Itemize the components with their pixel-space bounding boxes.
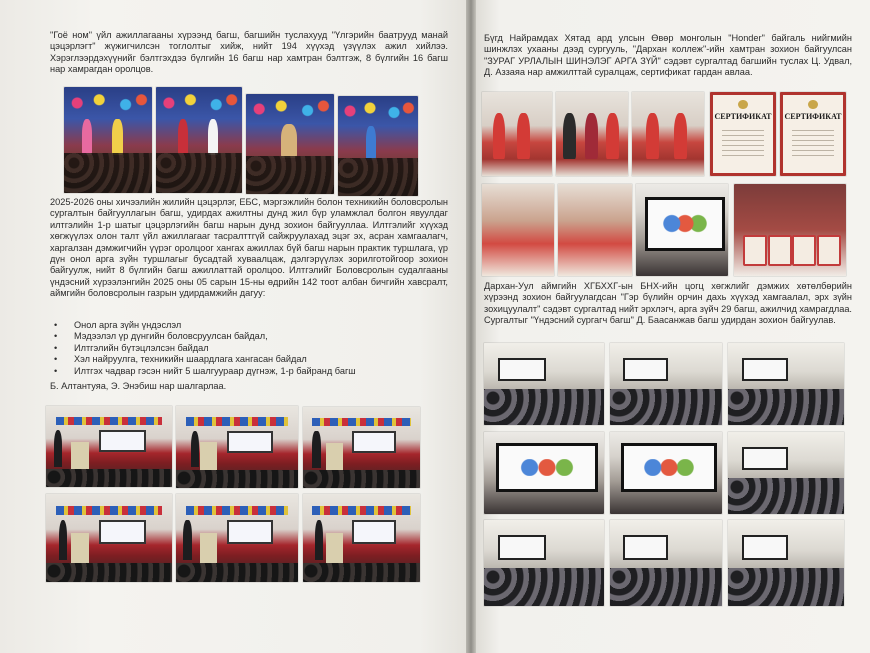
left-paragraph-1: "Гоё ном" үйл ажиллагааны хүрээнд багш, багшийн туслахууд "Үлгэрийн баатрууд манай цэцэрлэгт" жүжигчилсэн тоглолтыг хийж, нийт 194 хүүхэд үзүүлэх ажил хийлээ. Хэрэглээрдэхүүнийг бэлтгэхдээ бүлгийн 16 багш нар хамтран бэлтгэж, 8 бүлгийн 16 багш нар хамрагдан оролцов. [50,30,448,75]
left-closing-line: Б. Алтантуяа, Э. Энэбиш нар шалгарлаа. [50,381,227,391]
presentation-photo-4 [46,494,172,582]
seminar-photo-9 [728,520,844,606]
training-photo-3 [632,92,704,176]
certificate-photo-1 [710,92,776,176]
certificate-title: СЕРТИФИКАТ [784,112,842,122]
seminar-photo-7 [484,520,604,606]
presentation-photo-1 [46,406,172,487]
presentation-photo-5 [176,494,298,582]
training-photo-7 [734,184,846,276]
seminar-photo-4 [484,432,604,514]
criteria-item: • Хэл найруулга, техникийн шаардлага хангасан байдал [54,354,434,365]
seminar-photo-6 [728,432,844,514]
training-photo-6 [636,184,728,276]
presentation-photo-3 [303,407,420,488]
criteria-item: • Илтгэх чадвар гэсэн нийт 5 шалгуураар дүгнэж, 1-р байранд багш [54,366,434,377]
training-photo-4 [482,184,554,276]
left-paragraph-2: 2025-2026 оны хичээлийн жилийн цэцэрлэг, ЕБС, мэргэжлийн болон техникийн боловсролын сургалтын байгууллагын багш, удирдах ажилтны дунд жил бүр уламжлал болгон явуулдаг илтгэлийн 1-р шатыг цэцэрлэгийн багш нарын дунд зохион байгууллаа. Илтгэлийг хүүхэд хөгжүүлэх олон талт үйл ажиллагааг тасралттгүй сайжруулахад эцэг эх, асран хамгаалагч, харгалзан дэмжигчийн үүрэг оролцоог хангах ажиллах бүй багш нарын практик туршлага, үр дүн онол арга зүйн туршлагыг бусадтай хуваалцаж, дэлгэрүүлэх зорилготойгоор зохион байгуулж, нийт 8 бүлгийн багш ажиллаттай оролцоо. Илтгэлийг Боловсролын судалгааны үндэсний хүрээлэнгийн 2025 оны 05 сарын 15-ны өдрийн 142 тоот албан бичгийн хавсралт, аймгийн боловсролын газрын удирдамжийн дагуу: [50,197,448,299]
certificate-photo-2 [780,92,846,176]
seminar-photo-2 [610,343,722,425]
presentation-photo-2 [176,406,298,488]
certificate-title: СЕРТИФИКАТ [714,112,772,122]
seminar-photo-1 [484,343,604,425]
puppet-show-photo-2 [156,87,242,193]
criteria-list [54,320,434,377]
seminar-photo-5 [610,432,722,514]
puppet-show-photo-1 [64,87,152,193]
puppet-show-photo-3 [246,94,334,194]
criteria-item: • Илтгэлийн бүтэцлэлсэн байдал [54,343,434,354]
seminar-photo-8 [610,520,722,606]
book-gutter [466,0,476,653]
criteria-item: • Мэдээлэл үр дүнгийн боловсруулсан байдал, [54,331,434,342]
presentation-photo-6 [303,494,420,582]
criteria-item: • Онол арга зүйн үндэслэл [54,320,434,331]
puppet-show-photo-4 [338,96,418,196]
right-page [476,0,870,653]
seminar-photo-3 [728,343,844,425]
training-photo-5 [558,184,632,276]
training-photo-1 [482,92,552,176]
training-photo-2 [556,92,628,176]
right-paragraph-2: Дархан-Уул аймгийн ХГБХХГ-ын БНХ-ийн цогц хөгжлийг дэмжих хөтөлбөрийн хүрээнд зохион байгуулагдсан "Гэр бүлийн орчин дахь хүүхэд хамгаалал, эрх зүйн зохицуулалт" сэдэвт сургалтад нийт эрхлэгч, арга зүйч 29 багш, ажилчид хамрагдлаа. Сургалтыг "Үндэсний сургагч багш" Д. Баасанжав багш удирдан зохион байгуулав. [484,281,852,326]
right-paragraph-1: Бүгд Найрамдах Хятад ард улсын Өвөр монголын "Honder" байгаль нийгмийн шинжлэх ухааны дээд сургууль, "Дархан коллеж"-ийн хамтран зохион байгуулсан "ЗУРАГ УРЛАЛЫН ШИНЭЛЭГ АРГА ЗҮЙ" сэдэвт сургалтад багшийн туслах Ц. Удвал, Д. Аззаяа нар амжилттай суралцаж, сертификат гардан авлаа. [484,33,852,78]
